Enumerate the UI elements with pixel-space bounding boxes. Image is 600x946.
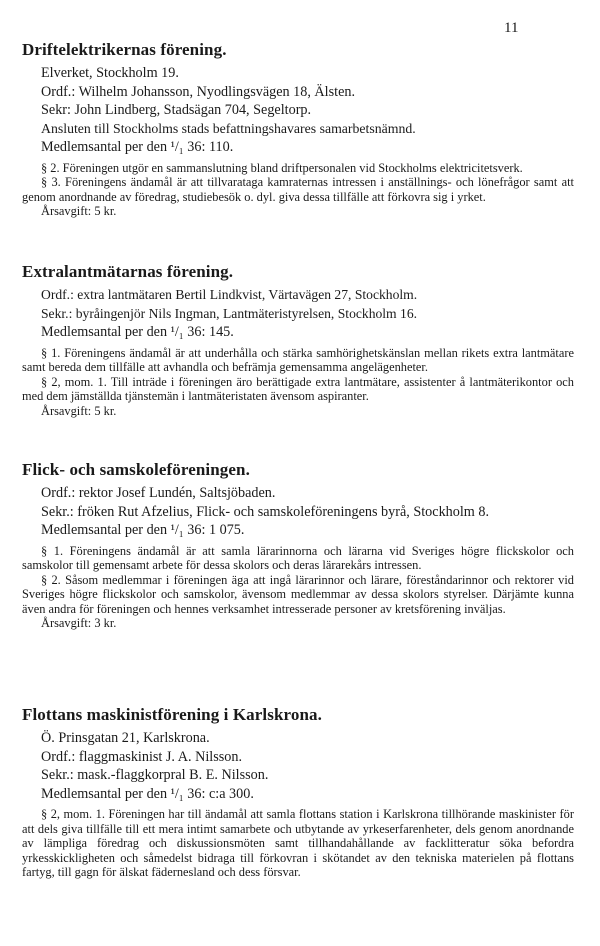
membership-line: Medlemsantal per den ¹/₁ 36: 145. — [41, 324, 234, 340]
address-line: Elverket, Stockholm 19. — [41, 65, 179, 81]
section-title: Driftelektrikernas förening. — [22, 40, 227, 59]
paragraph: § 1. Föreningens ändamål är att underhålla och stärka samhörighetskänslan mellan rikets extra lantmätare samt bereda dem tillfälle att avhandla och befrämja gemensamma angelägenheter. — [22, 345, 574, 374]
secretary-line: Sekr.: fröken Rut Afzelius, Flick- och samskoleföreningens byrå, Stockholm 8. — [41, 503, 490, 520]
section-driftelektrikernas — [22, 40, 574, 219]
annual-fee: Årsavgift: 5 kr. — [41, 204, 117, 218]
paragraph: § 2. Såsom medlemmar i föreningen äga att ingå lärarinnor och lärare, föreståndarinnor och rektorer vid Sveriges högre flickskolor och samskolor, ävensom medlemmar av dessa skolors styrelser. Därjämte kunna även andra för föreningen och hennes verksamhet intresserade personer av kretsförening inväljas. — [22, 572, 574, 616]
secretary-line: Sekr.: byråingenjör Nils Ingman, Lantmäteristyrelsen, Stockholm 16. — [41, 305, 418, 321]
annual-fee: Årsavgift: 5 kr. — [41, 403, 117, 418]
membership-line: Medlemsantal per den ¹/₁ 36: 1 075. — [41, 522, 245, 538]
section-flick-och-samskole — [22, 460, 574, 631]
annual-fee: Årsavgift: 3 kr. — [41, 616, 117, 630]
paragraph: § 2, mom. 1. Till inträde i föreningen äro berättigade extra lantmätare, assistenter å lantmäterikontor och med dem jämställda tjänstemän i lantmäteristaten ävensom aspiranter. — [22, 374, 574, 403]
section-flottans-maskinistforening — [22, 705, 574, 880]
chairman-line: Ordf.: extra lantmätaren Bertil Lindkvist, Värtavägen 27, Stockholm. — [41, 287, 418, 302]
chairman-line: Ordf.: rektor Josef Lundén, Saltsjöbaden. — [41, 485, 276, 501]
membership-line: Medlemsantal per den ¹/₁ 36: 110. — [41, 139, 234, 155]
address-line: Ö. Prinsgatan 21, Karlskrona. — [41, 730, 210, 746]
page-number: 11 — [504, 20, 519, 36]
section-title: Flick- och samskoleföreningen. — [22, 460, 250, 479]
paragraph: § 2. Föreningen utgör en sammanslutning bland driftpersonalen vid Stockholms elektricitetsverk. — [41, 160, 523, 175]
affiliation-line: Ansluten till Stockholms stads befattningshavares samarbetsnämnd. — [41, 120, 416, 136]
paragraph: § 1. Föreningens ändamål är att samla lärarinnorna och lärarna vid Sveriges högre flickskolor och samskolor till gemensamt arbete för dessa skolors och deras lärarekårs intressen. — [22, 543, 574, 572]
section-extralantmatarnas — [22, 262, 574, 418]
paragraph: § 2, mom. 1. Föreningen har till ändamål att samla flottans station i Karlskrona tillhörande maskinister för att dels giva tillfälle till ett mera intimt samarbete och utbytande av yrkeserfarenheter, dels genom anordnande av lämpliga föredrag och diskussionsmöten samt tillhandahållande av facklitteratur söka befordra yrkesskickligheten och såmedelst bidraga till förkovran i skötandet av den tekniska materielen på flottans fartyg, till gagn för älskat fädernesland och dess försvar. — [22, 807, 574, 879]
paragraph: § 3. Föreningens ändamål är att tillvarataga kamraternas intressen i anställnings- och lönefrågor samt att genom anordnande av föredrag, studiebesök o. dyl. giva dessa tillfälle att förkovra sig i yrket. — [22, 175, 574, 204]
section-title: Extralantmätarnas förening. — [22, 262, 234, 281]
secretary-line: Sekr.: mask.-flaggkorpral B. E. Nilsson. — [41, 767, 269, 783]
chairman-line: Ordf.: flaggmaskinist J. A. Nilsson. — [41, 748, 242, 765]
membership-line: Medlemsantal per den ¹/₁ 36: c:a 300. — [41, 785, 254, 802]
secretary-line: Sekr: John Lindberg, Stadsägan 704, Segeltorp. — [41, 102, 312, 118]
section-title: Flottans maskinistförening i Karlskrona. — [22, 705, 322, 724]
chairman-line: Ordf.: Wilhelm Johansson, Nyodlingsvägen 18, Älsten. — [41, 83, 356, 100]
